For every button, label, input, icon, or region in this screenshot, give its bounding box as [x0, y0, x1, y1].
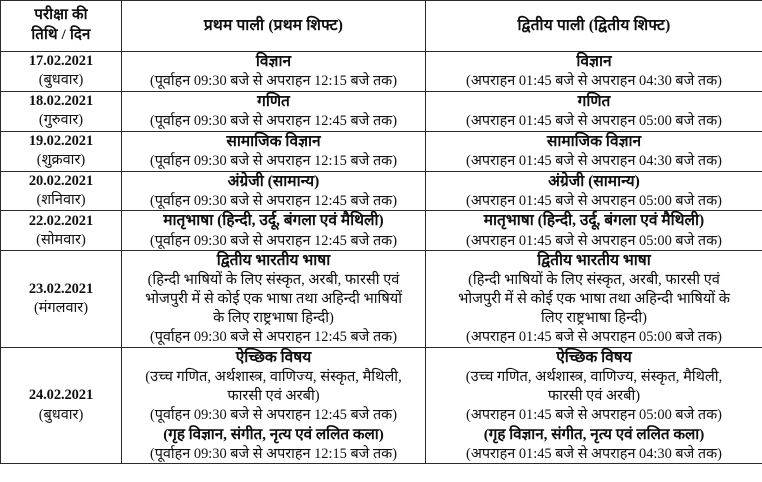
subject-detail-line: भोजपुरी में से कोई एक भाषा तथा अहिन्दी भाषियों के: [458, 291, 730, 308]
exam-day-value: (मंगलवार): [33, 300, 89, 317]
subject-name: मातृभाषा (हिन्दी, उर्दू, बंगला एवं मैथिली): [163, 212, 384, 230]
second-shift-cell: [426, 91, 762, 131]
subject-name: ऐच्छिक विषय: [556, 349, 632, 367]
exam-date-value: 22.02.2021: [28, 212, 94, 229]
exam-day-value: (बुधवार): [38, 406, 84, 423]
subject-name: विज्ञान: [255, 53, 292, 70]
exam-timing: (अपराहन 01:45 बजे से अपराहन 05:00 बजे तक): [466, 232, 722, 249]
subject-name: अंग्रेजी (सामान्य): [548, 172, 640, 190]
exam-timing: (अपराहन 01:45 बजे से अपराहन 05:00 बजे तक): [466, 407, 722, 424]
exam-timing: (अपराहन 01:45 बजे से अपराहन 04:30 बजे तक): [466, 73, 722, 90]
exam-date-cell: [1, 91, 122, 131]
exam-timing: (पूर्वाहन 09:30 बजे से अपराहन 12:15 बजे तक): [149, 445, 398, 462]
exam-date-cell: [1, 211, 122, 251]
column-header-first-shift: प्रथम पाली (प्रथम शिफ्ट): [122, 1, 426, 52]
exam-date-cell: [1, 171, 122, 211]
secondary-subject-name: (गृह विज्ञान, संगीत, नृत्य एवं ललित कला): [483, 425, 705, 443]
exam-timing: (पूर्वाहन 09:30 बजे से अपराहन 12:15 बजे तक): [149, 73, 398, 90]
first-shift-cell: [122, 171, 426, 211]
table-row: [1, 211, 762, 251]
exam-timing: (अपराहन 01:45 बजे से अपराहन 04:30 बजे तक): [466, 152, 722, 169]
column-header-exam-date: [1, 1, 122, 52]
exam-timing: (अपराहन 01:45 बजे से अपराहन 05:00 बजे तक): [466, 113, 722, 129]
subject-detail-line: (हिन्दी भाषियों के लिए संस्कृत, अरबी, फारसी एवं: [147, 272, 400, 289]
exam-day-value: (सोमवार): [36, 231, 86, 248]
subject-name: अंग्रेजी (सामान्य): [227, 172, 320, 190]
second-shift-cell: [426, 131, 762, 171]
subject-name: गणित: [577, 92, 611, 110]
table-row: [1, 91, 762, 131]
first-shift-cell: [122, 211, 426, 251]
subject-name: सामाजिक विज्ञान: [226, 132, 321, 150]
table-row: [1, 251, 762, 348]
subject-name: द्वितीय भारतीय भाषा: [537, 252, 651, 270]
subject-detail-line: फारसी एवं अरबी): [227, 388, 320, 405]
exam-timing: (पूर्वाहन 09:30 बजे से अपराहन 12:45 बजे तक): [149, 113, 398, 129]
exam-date-value: 19.02.2021: [28, 132, 94, 149]
table-row: [1, 171, 762, 211]
subject-detail-line: (हिन्दी भाषियों के लिए संस्कृत, अरबी, फारसी एवं: [468, 272, 720, 289]
exam-timing: (पूर्वाहन 09:30 बजे से अपराहन 12:45 बजे तक): [149, 329, 398, 346]
exam-day-value: (गुरुवार): [38, 112, 84, 129]
subject-name: मातृभाषा (हिन्दी, उर्दू, बंगला एवं मैथिली): [483, 212, 705, 230]
exam-date-cell: [1, 52, 122, 92]
subject-detail-line: भोजपुरी में से कोई एक भाषा तथा अहिन्दी भाषियों: [144, 291, 402, 308]
subject-name: सामाजिक विज्ञान: [546, 132, 642, 150]
exam-day-value: (शुक्रवार): [36, 152, 86, 169]
subject-detail-line: (उच्च गणित, अर्थशास्त्र, वाणिज्य, संस्कृत, मैथिली,: [145, 369, 402, 386]
exam-timing: (अपराहन 01:45 बजे से अपराहन 04:30 बजे तक): [466, 445, 722, 462]
header-row: [1, 1, 762, 52]
column-header-exam-date-line2: तिथि / दिन: [31, 27, 91, 43]
column-header-second-shift: द्वितीय पाली (द्वितीय शिफ्ट): [426, 1, 762, 52]
secondary-subject-name: (गृह विज्ञान, संगीत, नृत्य एवं ललित कला): [163, 425, 384, 443]
table-row: [1, 52, 762, 92]
subject-detail-line: के लिए राष्ट्रभाषा हिन्दी): [213, 310, 334, 327]
exam-day-value: (बुधवार): [38, 72, 84, 89]
first-shift-cell: [122, 131, 426, 171]
exam-date-cell: [1, 348, 122, 464]
exam-date-value: 17.02.2021: [28, 53, 94, 70]
first-shift-cell: [122, 52, 426, 92]
exam-timing: (पूर्वाहन 09:30 बजे से अपराहन 12:45 बजे तक): [149, 232, 398, 249]
subject-detail-line: (उच्च गणित, अर्थशास्त्र, वाणिज्य, संस्कृत, मैथिली,: [465, 369, 723, 386]
exam-timing: (पूर्वाहन 09:30 बजे से अपराहन 12:45 बजे तक): [149, 192, 398, 209]
table-row: [1, 131, 762, 171]
exam-date-value: 20.02.2021: [28, 172, 94, 189]
column-header-exam-date-line1: परीक्षा की: [34, 7, 88, 24]
exam-date-value: 18.02.2021: [28, 93, 94, 109]
exam-timing: (अपराहन 01:45 बजे से अपराहन 05:00 बजे तक): [466, 329, 722, 346]
second-shift-cell: [426, 171, 762, 211]
second-shift-cell: [426, 348, 762, 464]
exam-timing: (पूर्वाहन 09:30 बजे से अपराहन 12:45 बजे तक): [149, 407, 398, 424]
exam-day-value: (शनिवार): [36, 192, 86, 208]
exam-date-value: 23.02.2021: [28, 280, 94, 297]
exam-timing: (अपराहन 01:45 बजे से अपराहन 05:00 बजे तक): [466, 192, 722, 209]
second-shift-cell: [426, 211, 762, 251]
exam-date-cell: [1, 251, 122, 348]
first-shift-cell: [122, 91, 426, 131]
exam-date-value: 24.02.2021: [28, 387, 94, 404]
exam-date-cell: [1, 131, 122, 171]
table-header: [1, 1, 762, 52]
subject-name: द्वितीय भारतीय भाषा: [216, 252, 331, 270]
first-shift-cell: [122, 348, 426, 464]
exam-timing: (पूर्वाहन 09:30 बजे से अपराहन 12:15 बजे तक): [149, 152, 398, 169]
table-row: [1, 348, 762, 464]
second-shift-cell: [426, 251, 762, 348]
first-shift-cell: [122, 251, 426, 348]
subject-name: विज्ञान: [576, 53, 612, 70]
subject-name: ऐच्छिक विषय: [235, 349, 312, 367]
table-body: [1, 52, 762, 464]
second-shift-cell: [426, 52, 762, 92]
subject-name: गणित: [257, 92, 290, 110]
subject-detail-line: फारसी एवं अरबी): [547, 388, 641, 405]
subject-detail-line: लिए राष्ट्रभाषा हिन्दी): [541, 310, 647, 327]
